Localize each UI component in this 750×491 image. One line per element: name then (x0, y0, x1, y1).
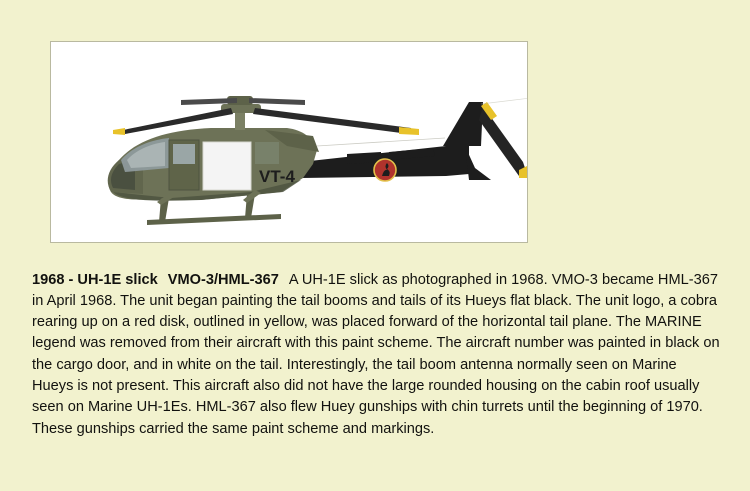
svg-text:4: 4 (459, 183, 466, 195)
svg-text:VT-4: VT-4 (259, 167, 295, 186)
caption-title: 1968 - UH-1E slick (32, 271, 158, 288)
caption-unit: VMO-3/HML-367 (167, 271, 279, 288)
caption-body: A UH-1E slick as photographed in 1968. VMO-3 became HML-367 in April 1968. The unit began painting the tail booms and tails of its Hueys flat black. The unit logo, a cobra rearing up on a red disk, outlined in yellow, was placed forward of the horizontal tail plane. The MARINE legend was removed from their aircraft with this paint scheme. The aircraft number was painted in black on the cargo door, and in white on the tail. Interestingly, the tail boom antenna normally seen on Marine Hueys is not present. This aircraft also did not have the large rounded housing on the cabin roof usually seen on Marine UH-1Es. HML-367 also flew Huey gunships with chin turrets until the beginning of 1970. These gunships carried the same paint scheme and markings. (32, 271, 720, 437)
aircraft-photo (50, 41, 528, 243)
caption-text (32, 270, 722, 440)
helicopter-illustration (51, 42, 527, 242)
